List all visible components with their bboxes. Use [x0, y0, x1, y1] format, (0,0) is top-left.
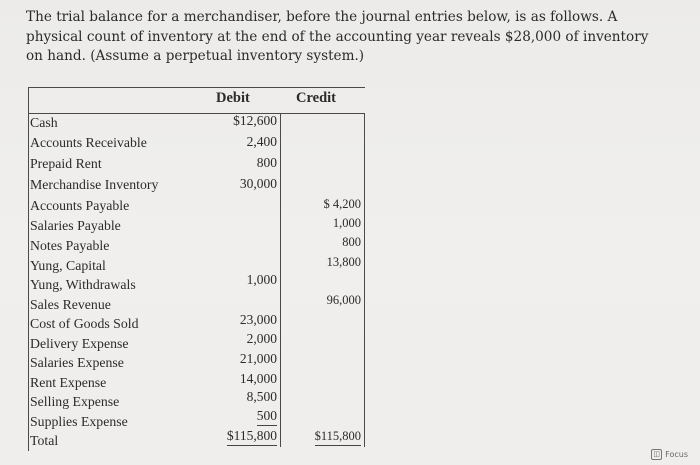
account-name: Cash — [30, 115, 58, 130]
credit-amount: 800 — [342, 235, 361, 249]
account-name: Cost of Goods Sold — [30, 316, 139, 331]
debit-header: Debit — [216, 90, 250, 106]
left-border — [28, 87, 29, 451]
credit-total: $115,800 — [315, 427, 361, 446]
debit-amount: $12,600 — [233, 113, 277, 128]
account-name: Salaries Expense — [30, 355, 124, 370]
account-name: Rent Expense — [30, 375, 107, 390]
credit-amount: 1,000 — [332, 216, 361, 230]
account-name: Notes Payable — [30, 238, 110, 253]
debit-amount: 30,000 — [239, 176, 277, 191]
focus-icon: ◫ — [651, 449, 662, 460]
account-name: Delivery Expense — [30, 336, 129, 351]
debit-amount: 8,500 — [246, 389, 277, 404]
account-name: Merchandise Inventory — [30, 177, 159, 192]
debit-amount: 500 — [257, 407, 277, 426]
debit-amount: 23,000 — [239, 312, 277, 327]
account-name: Accounts Receivable — [30, 135, 147, 150]
account-name: Salaries Payable — [30, 218, 121, 233]
account-name: Selling Expense — [30, 394, 120, 409]
table-top-border — [28, 87, 365, 88]
credit-header: Credit — [296, 90, 337, 106]
account-name: Yung, Capital — [30, 258, 106, 273]
header-divider — [28, 113, 365, 114]
credit-amount: 96,000 — [326, 293, 361, 307]
debit-amount: 14,000 — [239, 371, 277, 386]
account-name: Prepaid Rent — [30, 156, 102, 171]
account-name: Total — [30, 433, 59, 448]
trial-balance-table — [28, 87, 365, 451]
credit-amount: 13,800 — [326, 255, 361, 269]
account-name: Yung, Withdrawals — [30, 277, 136, 292]
debit-amount: 2,000 — [246, 331, 277, 346]
debit-column-border — [280, 113, 281, 447]
focus-badge[interactable] — [651, 449, 688, 460]
credit-amount: $ 4,200 — [323, 197, 361, 211]
focus-label: Focus — [665, 450, 688, 459]
debit-amount: 21,000 — [239, 351, 277, 366]
debit-amount: 800 — [256, 155, 277, 170]
credit-column-border — [364, 113, 365, 447]
debit-amount: 1,000 — [246, 272, 277, 287]
problem-statement: The trial balance for a merchandiser, before the journal entries below, is as follows. A physical count of inventory at the end of the accounting year reveals $28,000 of inventory on hand. (Assume a perpetual inventory system.) — [26, 9, 649, 64]
debit-amount: 2,400 — [246, 134, 277, 149]
account-name: Sales Revenue — [30, 297, 111, 312]
account-name: Supplies Expense — [30, 414, 128, 429]
account-name: Accounts Payable — [30, 198, 130, 213]
debit-total: $115,800 — [227, 427, 277, 446]
